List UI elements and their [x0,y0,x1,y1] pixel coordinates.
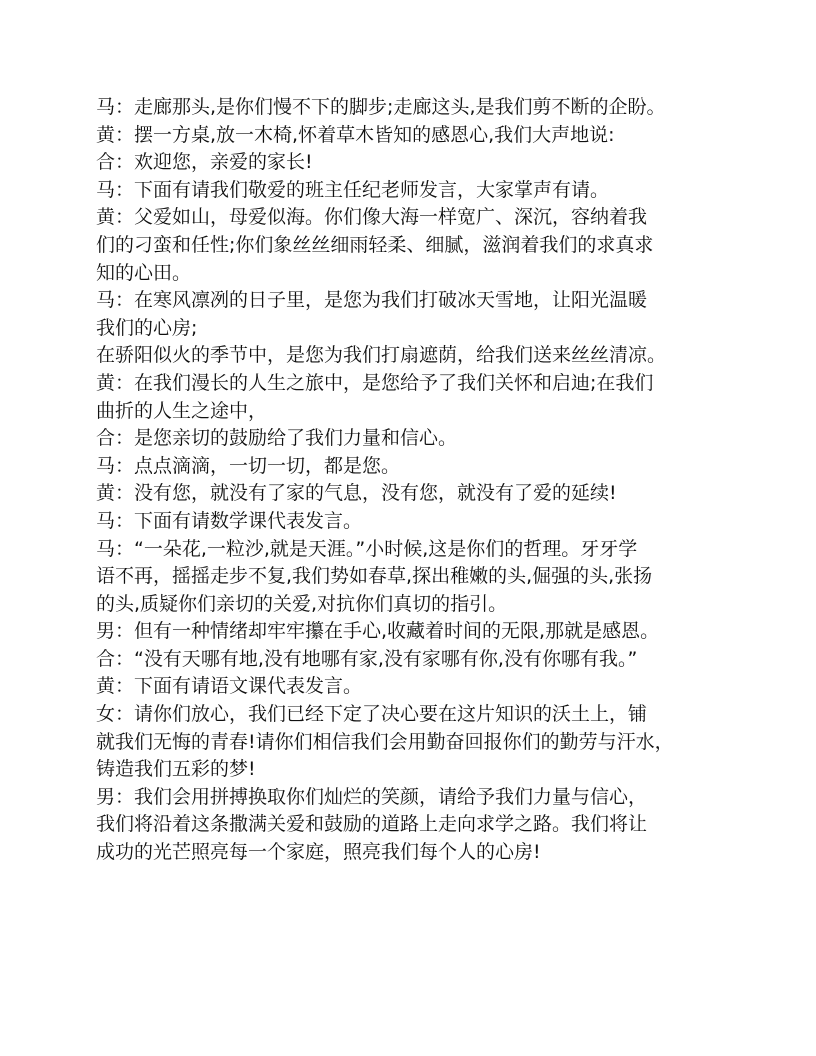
text-line: 马：“一朵花,一粒沙,就是天涯。”小时候,这是你们的哲理。牙牙学 [96,537,638,560]
text-line: 合：“没有天哪有地,没有地哪有家,没有家哪有你,没有你哪有我。” [96,647,638,670]
document-page [96,94,736,867]
text-line: 的头,质疑你们亲切的关爱,对抗你们真切的指引。 [96,592,508,615]
text-line: 我们将沿着这条撒满关爱和鼓励的道路上走向求学之路。我们将让 [96,813,648,836]
text-line: 语不再，摇摇走步不复,我们势如春草,探出稚嫩的头,倔强的头,张扬 [96,565,653,588]
text-line: 马：在寒风凛冽的日子里，是您为我们打破冰天雪地，让阳光温暖 [96,289,648,312]
text-line: 黄：在我们漫长的人生之旅中，是您给予了我们关怀和启迪;在我们 [96,371,654,394]
text-line: 马：走廊那头,是你们慢不下的脚步;走廊这头,是我们剪不断的企盼。 [96,96,666,118]
text-line: 就我们无悔的青春!请你们相信我们会用勤奋回报你们的勤劳与汗水， [96,730,674,753]
text-line: 马：点点滴滴，一切一切，都是您。 [96,454,401,477]
text-line: 男：但有一种情绪却牢牢攥在手心,收藏着时间的无限,那就是感恩。 [96,620,660,643]
text-line: 合：是您亲切的鼓励给了我们力量和信心。 [96,427,458,450]
text-line: 成功的光芒照亮每一个家庭，照亮我们每个人的心房! [96,841,541,864]
text-line: 黄：父爱如山，母爱似海。你们像大海一样宽广、深沉，容纳着我 [96,206,648,229]
text-line: 们的刁蛮和任性;你们象丝丝细雨轻柔、细腻，滋润着我们的求真求 [96,233,654,256]
text-line: 黄：没有您，就没有了家的气息，没有您，就没有了爱的延续! [96,482,617,505]
text-line: 合：欢迎您，亲爱的家长! [96,151,313,174]
text-line: 知的心田。 [96,261,192,284]
text-line: 马：下面有请数学课代表发言。 [96,509,363,532]
text-line: 黄：摆一方桌,放一木椅,怀着草木皆知的感恩心,我们大声地说: [96,123,615,146]
text-line: 在骄阳似火的季节中，是您为我们打扇遮荫，给我们送来丝丝清凉。 [96,344,667,367]
text-line: 黄：下面有请语文课代表发言。 [96,675,363,698]
text-line: 女：请你们放心，我们已经下定了决心要在这片知识的沃土上，铺 [96,703,648,726]
text-line: 我们的心房; [96,316,198,339]
text-line: 铸造我们五彩的梦! [96,758,256,781]
text-line: 曲折的人生之途中， [96,399,268,422]
text-line: 男：我们会用拼搏换取你们灿烂的笑颜，请给予我们力量与信心， [96,785,648,808]
text-line: 马：下面有请我们敬爱的班主任纪老师发言，大家掌声有请。 [96,178,610,201]
